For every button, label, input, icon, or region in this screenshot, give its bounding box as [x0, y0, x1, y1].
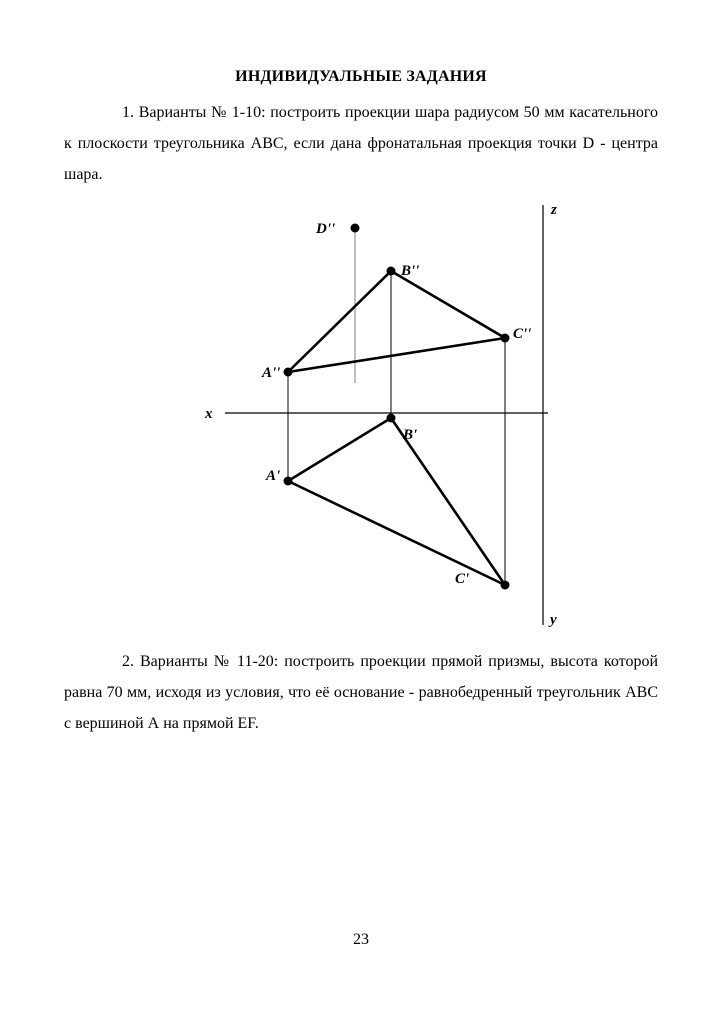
label-a1: A'	[266, 468, 281, 484]
axis-x-label: x	[205, 406, 213, 422]
point-c1	[501, 581, 510, 590]
page-heading: ИНДИВИДУАЛЬНЫЕ ЗАДАНИЯ	[235, 68, 487, 85]
label-a2: A''	[262, 365, 281, 381]
axis-z-label: z	[551, 202, 557, 218]
label-b2: B''	[401, 263, 420, 279]
point-d2	[351, 224, 360, 233]
label-c1: C'	[455, 571, 470, 587]
edge-a1-c1	[288, 481, 505, 585]
edge-b2-c2	[391, 271, 505, 338]
edge-b1-c1	[391, 418, 505, 585]
label-c2: C''	[513, 326, 532, 342]
point-a1	[284, 477, 293, 486]
point-b2	[387, 267, 396, 276]
point-a2	[284, 368, 293, 377]
axis-y-label: y	[550, 612, 557, 628]
task-1-paragraph: 1. Варианты № 1-10: построить проекции шара радиусом 50 мм касательного к плоскости треугольника ABC, если дана фронатальная проекция точки D - центра шара.	[64, 104, 658, 183]
edge-a2-b2	[288, 271, 391, 372]
point-c2	[501, 334, 510, 343]
point-b1	[387, 414, 396, 423]
page-number: 23	[353, 931, 369, 948]
task-2-paragraph: 2. Варианты № 11-20: построить проекции прямой призмы, высота которой равна 70 мм, исходя из условия, что её основание - равнобедренный треугольник ABC с вершиной А на прямой EF.	[64, 653, 658, 732]
label-d2: D''	[316, 221, 336, 237]
edge-a1-b1	[288, 418, 391, 481]
label-b1: B'	[403, 427, 418, 443]
edge-a2-c2	[288, 338, 505, 372]
